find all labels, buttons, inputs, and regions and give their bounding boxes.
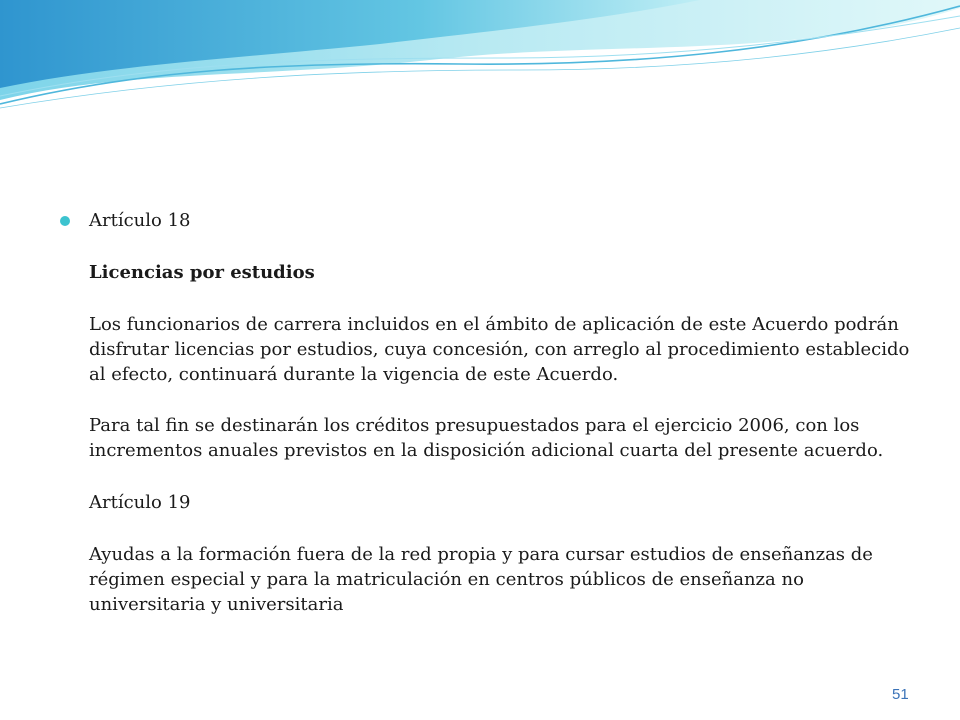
- article-18-paragraph-2-line: Para tal fin se destinarán los créditos presupuestados para el ejercicio 2006, con los: [89, 415, 860, 436]
- page-number: 51: [892, 686, 909, 703]
- bullet-icon: [60, 216, 70, 226]
- article-18-paragraph-1-line: al efecto, continuará durante la vigencia de este Acuerdo.: [89, 364, 619, 385]
- header-wave-decoration: [0, 0, 960, 130]
- article-18-paragraph-1-line: Los funcionarios de carrera incluidos en el ámbito de aplicación de este Acuerdo podrán: [89, 314, 899, 335]
- article-19-subtitle-line: Ayudas a la formación fuera de la red propia y para cursar estudios de enseñanzas de: [89, 544, 873, 565]
- article-19-subtitle-line: universitaria y universitaria: [89, 594, 344, 615]
- slide-body: [89, 208, 919, 617]
- article-18-title: Artículo 18: [89, 210, 191, 231]
- article-18-subtitle: Licencias por estudios: [89, 262, 315, 283]
- article-19-subtitle-line: régimen especial y para la matriculación en centros públicos de enseñanza no: [89, 569, 804, 590]
- article-18-paragraph-2-line: incrementos anuales previstos en la disposición adicional cuarta del presente acuerdo.: [89, 440, 884, 461]
- article-19-title: Artículo 19: [89, 492, 191, 513]
- article-18-paragraph-1-line: disfrutar licencias por estudios, cuya concesión, con arreglo al procedimiento establecido: [89, 339, 910, 360]
